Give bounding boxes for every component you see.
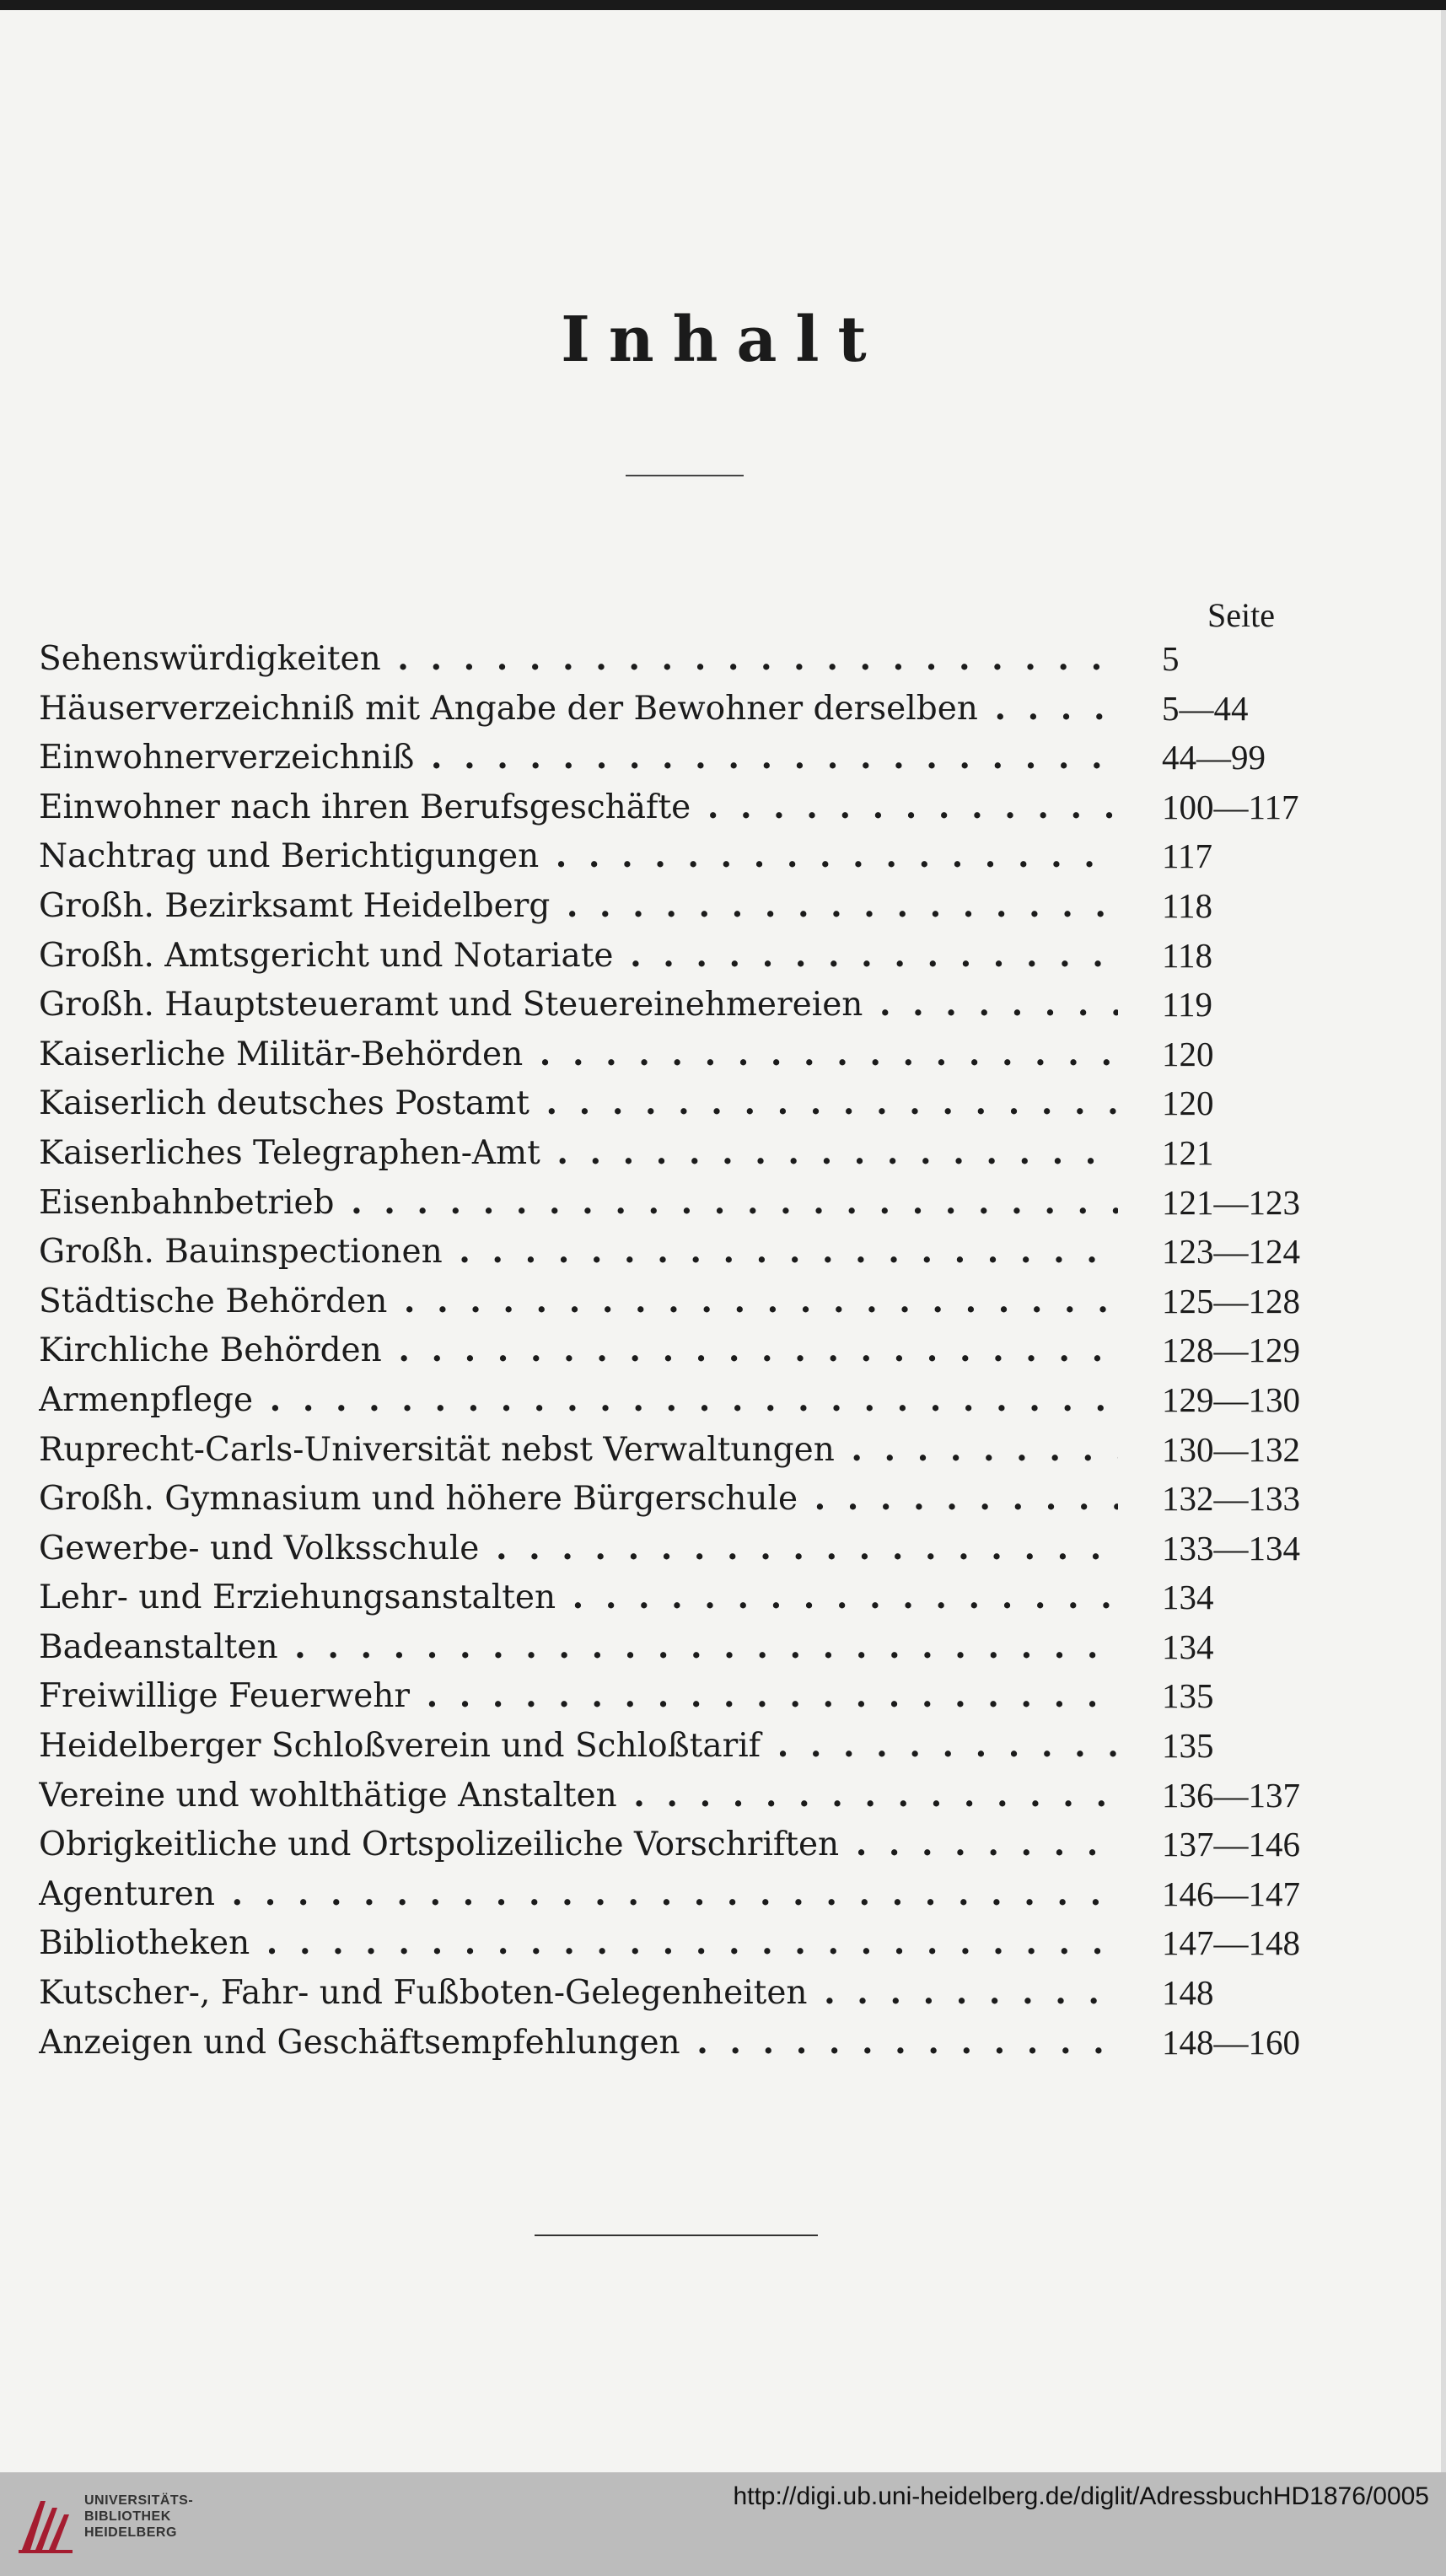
toc-entry bbox=[39, 1326, 1388, 1375]
toc-entry bbox=[39, 782, 1388, 832]
toc-entry bbox=[39, 2018, 1388, 2068]
toc-entry-label: Obrigkeitliche und Ortspolizeiliche Vorschriften . . bbox=[39, 1820, 1118, 1870]
toc-entry bbox=[39, 634, 1388, 684]
toc-entry-page: 147—148 bbox=[1162, 1923, 1300, 1963]
toc-entry bbox=[39, 733, 1388, 782]
toc-entry bbox=[39, 1820, 1388, 1869]
toc-entry bbox=[39, 1968, 1388, 2018]
toc-entry-page: 134 bbox=[1162, 1627, 1214, 1666]
toc-entry bbox=[39, 1128, 1388, 1178]
toc-entry-page: 44—99 bbox=[1162, 738, 1266, 777]
page-edge bbox=[1441, 10, 1446, 2472]
toc-entry-page: 125—128 bbox=[1162, 1281, 1300, 1320]
toc-entry-label: Kaiserlich deutsches Postamt . . bbox=[39, 1078, 1118, 1129]
toc-entry-label: Großh. Bauinspectionen . . bbox=[39, 1227, 1118, 1277]
toc-entry-label: Anzeigen und Geschäftsempfehlungen . . bbox=[39, 2018, 1118, 2068]
toc-entry-label: Kaiserliches Telegraphen-Amt . . bbox=[39, 1128, 1118, 1179]
toc-entry-page: 146—147 bbox=[1162, 1874, 1300, 1913]
toc-entry-page: 119 bbox=[1162, 985, 1212, 1024]
toc-entry-page: 148—160 bbox=[1162, 2022, 1300, 2062]
toc-entry bbox=[39, 831, 1388, 881]
toc-entry-label: Häuserverzeichniß mit Angabe der Bewohner derselben . . bbox=[39, 684, 1118, 734]
toc-entry-page: 121—123 bbox=[1162, 1182, 1300, 1222]
toc-entry-page: 120 bbox=[1162, 1084, 1214, 1123]
toc-entry bbox=[39, 1869, 1388, 1919]
toc-entry bbox=[39, 1474, 1388, 1524]
toc-entry bbox=[39, 1178, 1388, 1228]
top-border bbox=[0, 0, 1446, 10]
toc-entry-page: 118 bbox=[1162, 885, 1212, 925]
toc-entry bbox=[39, 881, 1388, 931]
toc-entry-page: 129—130 bbox=[1162, 1379, 1300, 1419]
toc-entry bbox=[39, 1227, 1388, 1277]
library-name bbox=[84, 2493, 193, 2541]
toc-entry bbox=[39, 1277, 1388, 1326]
toc-entry-page: 128—129 bbox=[1162, 1331, 1300, 1370]
toc-entry-page: 134 bbox=[1162, 1578, 1214, 1617]
toc-entry-label: Sehenswürdigkeiten . . bbox=[39, 634, 1118, 685]
toc-entry-label: Kaiserliche Militär-Behörden . . bbox=[39, 1030, 1118, 1080]
toc-entry bbox=[39, 1375, 1388, 1425]
toc-entry-page: 132—133 bbox=[1162, 1479, 1300, 1519]
toc-entry-label: Städtische Behörden . . bbox=[39, 1277, 1118, 1327]
toc-entry-label: Freiwillige Feuerwehr . . bbox=[39, 1671, 1118, 1722]
toc-entry-page: 100—117 bbox=[1162, 787, 1299, 826]
page-title: Inhalt bbox=[561, 304, 885, 376]
toc-entry bbox=[39, 1524, 1388, 1573]
ub-heidelberg-logo-icon bbox=[15, 2491, 76, 2557]
toc-entry bbox=[39, 1918, 1388, 1968]
toc-entry-label: Gewerbe- und Volksschule . . bbox=[39, 1524, 1118, 1574]
toc-entry bbox=[39, 1622, 1388, 1672]
toc-entry bbox=[39, 1425, 1388, 1475]
toc-entry-label: Großh. Hauptsteueramt und Steuereinehmereien . . bbox=[39, 980, 1118, 1030]
library-name-line: UNIVERSITÄTS- bbox=[84, 2493, 194, 2508]
toc-entry-label: Vereine und wohlthätige Anstalten . . bbox=[39, 1771, 1118, 1821]
toc-entry-label: Kutscher-, Fahr- und Fußboten-Gelegenheiten . . bbox=[39, 1968, 1118, 2019]
toc-entry-label: Einwohnerverzeichniß . . bbox=[39, 733, 1118, 783]
toc-entry-label: Kirchliche Behörden . . bbox=[39, 1326, 1118, 1376]
toc-entry-label: Heidelberger Schloßverein und Schloßtarif . . bbox=[39, 1721, 1118, 1772]
toc-entry-page: 136—137 bbox=[1162, 1775, 1300, 1815]
toc-entry-page: 130—132 bbox=[1162, 1429, 1300, 1469]
permalink-url[interactable]: http://digi.ub.uni-heidelberg.de/diglit/AdressbuchHD1876/0005 bbox=[733, 2482, 1429, 2510]
library-name-line: HEIDELBERG bbox=[84, 2525, 177, 2540]
bottom-divider bbox=[535, 2235, 818, 2236]
library-name-line: BIBLIOTHEK bbox=[84, 2509, 171, 2524]
toc-entry-label: Armenpflege . . bbox=[39, 1375, 1118, 1426]
toc-entry-label: Großh. Gymnasium und höhere Bürgerschule . . bbox=[39, 1474, 1118, 1525]
toc-entry bbox=[39, 980, 1388, 1030]
toc-entry-page: 133—134 bbox=[1162, 1528, 1300, 1568]
toc-entry-page: 137—146 bbox=[1162, 1825, 1300, 1864]
toc-entry bbox=[39, 1573, 1388, 1622]
toc-entry bbox=[39, 1671, 1388, 1721]
footer-bar bbox=[0, 2472, 1446, 2576]
toc-entry-page: 120 bbox=[1162, 1034, 1214, 1073]
page-column-header: Seite bbox=[1207, 596, 1275, 634]
toc-entry-page: 135 bbox=[1162, 1726, 1214, 1766]
toc-entry-label: Badeanstalten . . bbox=[39, 1622, 1118, 1673]
toc-entry-page: 117 bbox=[1162, 836, 1212, 876]
toc-entry-label: Ruprecht-Carls-Universität nebst Verwaltungen . . bbox=[39, 1425, 1118, 1476]
title-divider bbox=[626, 475, 744, 476]
toc-entry-label: Eisenbahnbetrieb . . bbox=[39, 1178, 1118, 1229]
toc-entry-label: Großh. Amtsgericht und Notariate . . bbox=[39, 931, 1118, 981]
toc-entry-page: 135 bbox=[1162, 1676, 1214, 1716]
toc-entry bbox=[39, 684, 1388, 734]
toc-entry-page: 5—44 bbox=[1162, 688, 1249, 728]
toc-entry bbox=[39, 1030, 1388, 1079]
toc-entry-page: 148 bbox=[1162, 1973, 1214, 2013]
toc-entry-label: Bibliotheken . . bbox=[39, 1918, 1118, 1969]
toc-entry bbox=[39, 931, 1388, 981]
toc-entry bbox=[39, 1078, 1388, 1128]
toc-entry-label: Lehr- und Erziehungsanstalten . . bbox=[39, 1573, 1118, 1623]
toc-entry-label: Nachtrag und Berichtigungen . . bbox=[39, 831, 1118, 882]
toc-entry-label: Großh. Bezirksamt Heidelberg . . bbox=[39, 881, 1118, 932]
toc-entry bbox=[39, 1721, 1388, 1771]
toc-entry-page: 121 bbox=[1162, 1132, 1214, 1172]
toc-entry-label: Einwohner nach ihren Berufsgeschäfte . . bbox=[39, 782, 1118, 833]
toc-entry-page: 5 bbox=[1162, 639, 1180, 678]
table-of-contents bbox=[39, 634, 1388, 2067]
toc-entry-page: 118 bbox=[1162, 935, 1212, 975]
toc-entry-label: Agenturen . . bbox=[39, 1869, 1118, 1920]
toc-entry-page: 123—124 bbox=[1162, 1232, 1300, 1272]
toc-entry bbox=[39, 1771, 1388, 1820]
